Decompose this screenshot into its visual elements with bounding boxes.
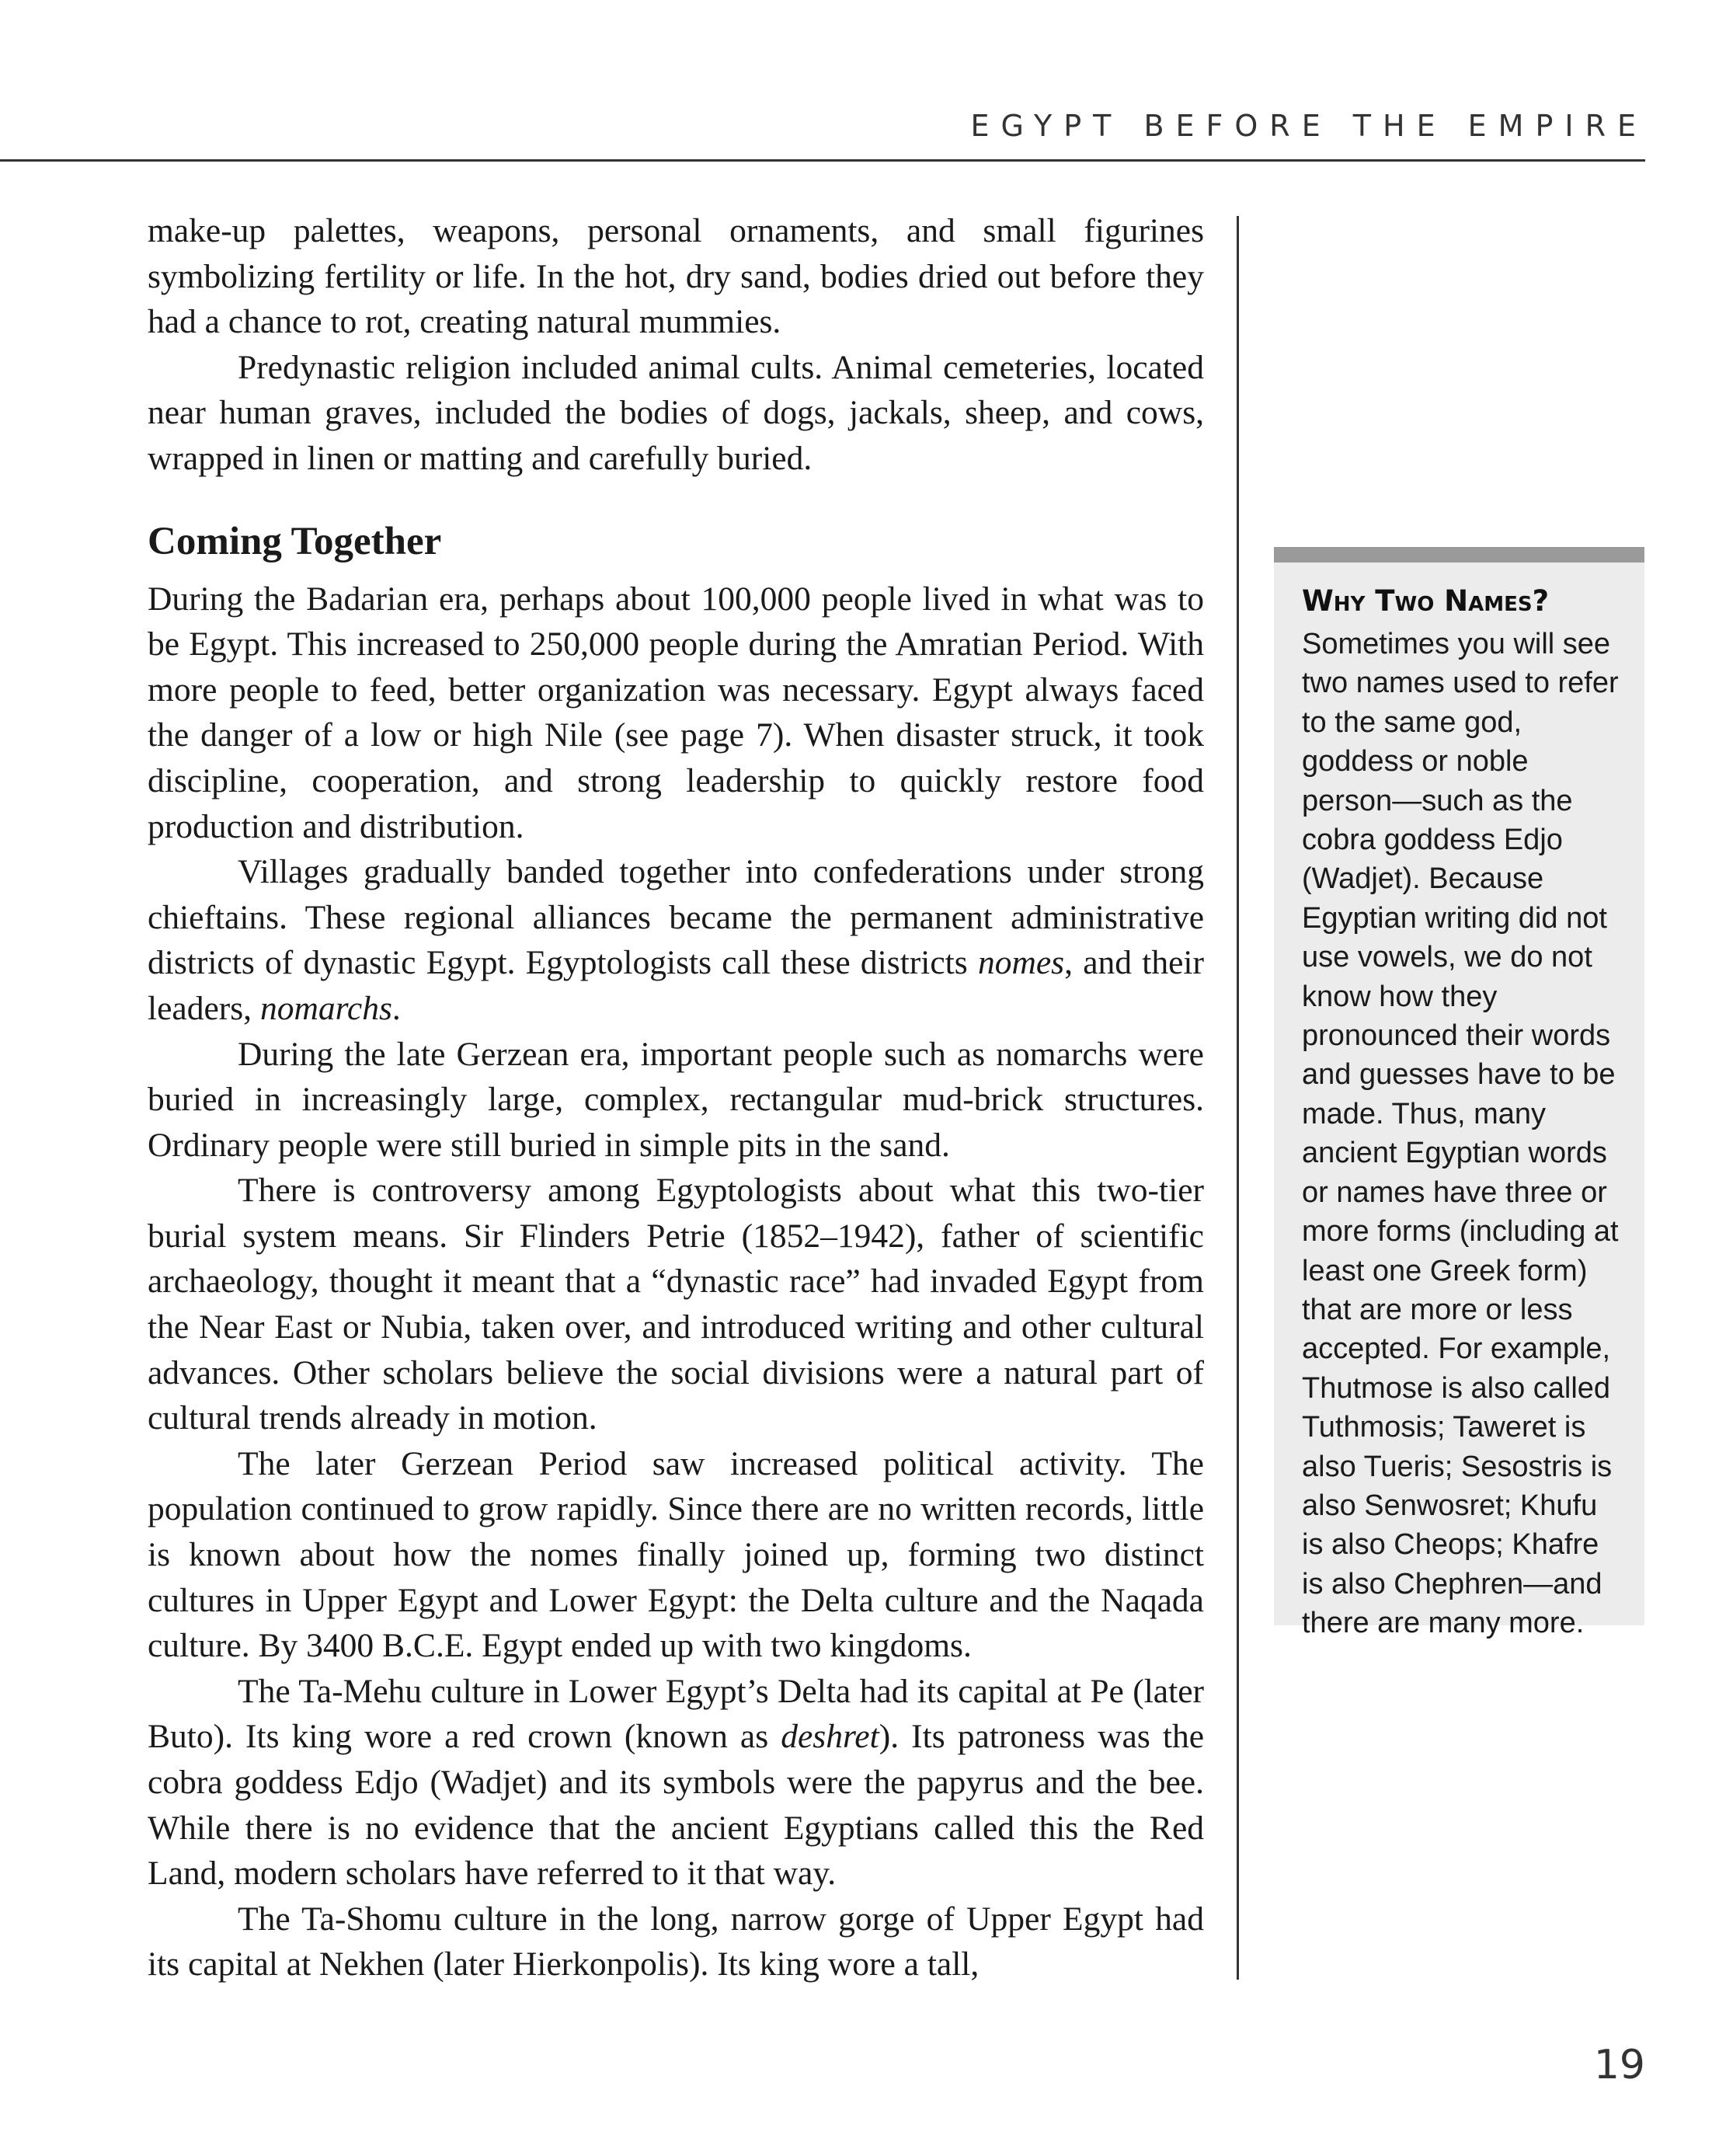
- page-number: 19: [1593, 2042, 1645, 2088]
- header-rule: [0, 159, 1645, 162]
- era-abbreviation: B.C.E.: [382, 1627, 474, 1665]
- text-run: .: [391, 989, 401, 1027]
- term-deshret: deshret: [781, 1718, 879, 1756]
- text-run: , and their leaders,: [148, 944, 1204, 1027]
- text-run: The Ta-Mehu culture in Lower Egypt’s Delta had its capital at Pe (later Buto). Its king wore a red crown (known as: [148, 1672, 1204, 1756]
- text-run: The later Gerzean Period saw increased political activity. The population continued to grow rapidly. Since there are no written records, little is known about how the nomes finally joined up, forming two distinct cultures in Upper Egypt and Lower Egypt: the Delta culture and the Naqada culture. By 3400: [148, 1444, 1204, 1665]
- text-run: Villages gradually banded together into confederations under strong chieftains. These regional alliances became the permanent administrative districts of dynastic Egypt. Egyptologists call these districts: [148, 853, 1204, 982]
- body-paragraph-2: [148, 849, 1204, 1031]
- sidebar-body: Sometimes you will see two names used to refer to the same god, goddess or noble person—such as the cobra goddess Edjo (Wadjet). Because Egyptian writing did not use vowels, we do not know how they pronounced their words and guesses have to be made. Thus, many ancient Egyptian words or names have three or more forms (including at least one Greek form) that are more or less accepted. For example, Thutmose is also called Tuthmosis; Taweret is also Tueris; Sesostris is also Senwosret; Khufu is also Cheops; Khafre is also Chephren—and there are many more.: [1302, 628, 1619, 1640]
- sidebar-title: Why Two Names?: [1302, 584, 1550, 618]
- section-heading: Coming Together: [148, 519, 442, 563]
- term-nomes: nomes: [977, 944, 1065, 982]
- column-rule: [1237, 216, 1239, 1980]
- text-run: Egypt ended up with two kingdoms.: [473, 1627, 972, 1665]
- text-run: ). Its patroness was the cobra goddess Edjo (Wadjet) and its symbols were the papyrus and the bee. While there is no evidence that the ancient Egyptians called this the Red Land, modern scholars have referred to it that way.: [148, 1718, 1205, 1893]
- sidebar-box: [1274, 547, 1644, 1640]
- body-paragraph-6: [148, 1669, 1204, 1897]
- intro-paragraph-1: make-up palettes, weapons, personal ornaments, and small figurines symbolizing fertility or life. In the hot, dry sand, bodies dried out before they had a chance to rot, creating natural mummies.: [148, 212, 1204, 341]
- term-nomarchs: nomarchs: [259, 989, 392, 1027]
- running-head: EGYPT BEFORE THE EMPIRE: [970, 109, 1648, 143]
- body-paragraph-5: [148, 1441, 1204, 1669]
- main-column: [148, 208, 1204, 1987]
- body-paragraph-4: There is controversy among Egyptologists about what this two-tier burial system means. Sir Flinders Petrie (1852–1942), father of scientific archaeology, thought it meant that a “dynastic race” had invaded Egypt from the Near East or Nubia, taken over, and introduced writing and other cultural advances. Other scholars believe the social divisions were a natural part of cultural trends already in motion.: [148, 1172, 1204, 1437]
- body-paragraph-1: During the Badarian era, perhaps about 100,000 people lived in what was to be Egypt. This increased to 250,000 people during the Amratian Period. With more people to feed, better organization was necessary. Egypt always faced the danger of a low or high Nile (see page 7). When disaster struck, it took discipline, cooperation, and strong leadership to quickly restore food production and distribution.: [148, 580, 1204, 845]
- sidebar-top-bar: [1274, 547, 1644, 563]
- body-paragraph-3: During the late Gerzean era, important people such as nomarchs were buried in increasingly large, complex, rectangular mud-brick structures. Ordinary people were still buried in simple pits in the sand.: [148, 1035, 1204, 1164]
- body-paragraph-7: The Ta-Shomu culture in the long, narrow gorge of Upper Egypt had its capital at Nekhen (later Hierkonpolis). Its king wore a tall,: [148, 1900, 1204, 1984]
- intro-paragraph-2: Predynastic religion included animal cults. Animal cemeteries, located near human graves, included the bodies of dogs, jackals, sheep, and cows, wrapped in linen or matting and carefully buried.: [148, 348, 1204, 477]
